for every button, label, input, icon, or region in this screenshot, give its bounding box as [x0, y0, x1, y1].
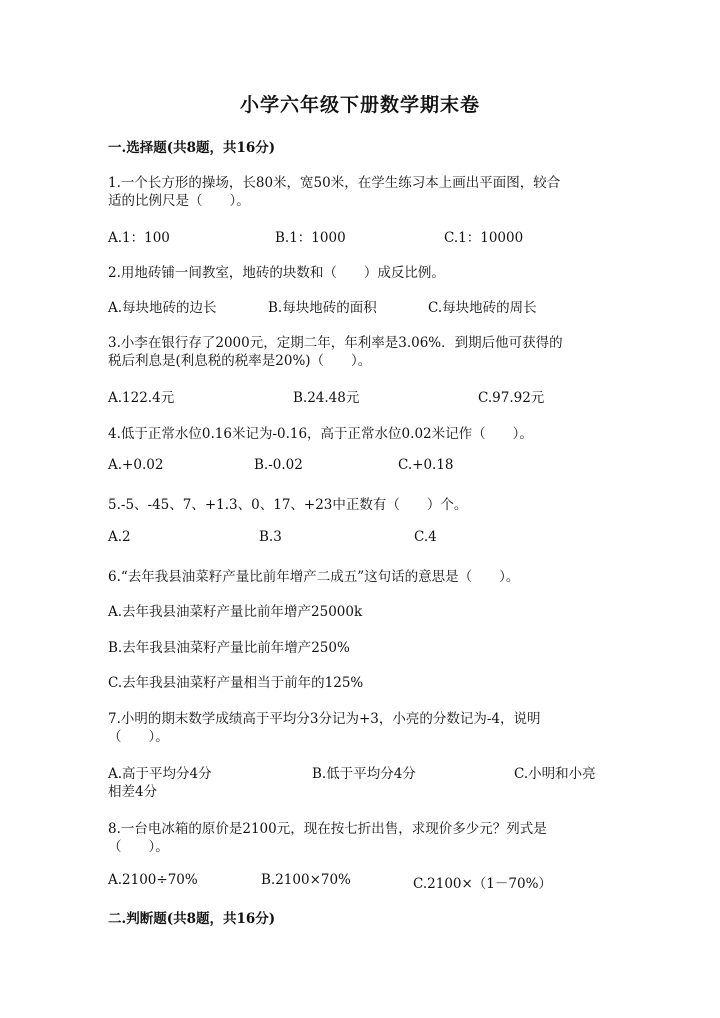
question-2-option-b: B.每块地砖的面积	[268, 300, 377, 316]
question-2-option-a: A.每块地砖的边长	[108, 300, 217, 316]
question-6-option-c: C.去年我县油菜籽产量相当于前年的125%	[108, 675, 364, 691]
question-1-option-a: A.1：100	[108, 230, 170, 246]
question-3-option-c: C.97.92元	[478, 390, 545, 406]
question-3-text-cont: 税后利息是(利息税的税率是20%)（ ）。	[108, 353, 372, 369]
question-8-option-b: B.2100×70%	[261, 872, 351, 888]
question-4-option-b: B.-0.02	[254, 457, 303, 473]
question-7-text: 7.小明的期末数学成绩高于平均分3分记为+3，小亮的分数记为-4，说明	[108, 711, 541, 727]
question-4-option-a: A.+0.02	[108, 457, 164, 473]
question-2-option-c: C.每块地砖的周长	[428, 300, 537, 316]
question-5-option-a: A.2	[108, 529, 131, 545]
question-6-option-a: A.去年我县油菜籽产量比前年增产25000k	[108, 604, 363, 620]
question-3-option-b: B.24.48元	[293, 390, 360, 406]
section-heading-choice: 一.选择题(共8题，共16分)	[108, 140, 276, 156]
question-7-option-b: B.低于平均分4分	[312, 766, 416, 782]
question-4-text: 4.低于正常水位0.16米记为-0.16，高于正常水位0.02米记作（ ）。	[108, 426, 533, 442]
question-7-option-a: A.高于平均分4分	[108, 766, 212, 782]
question-6-option-b: B.去年我县油菜籽产量比前年增产250%	[108, 640, 350, 656]
question-8-option-c: C.2100×（1－70%）	[413, 876, 552, 892]
page-title: 小学六年级下册数学期末卷	[239, 94, 480, 116]
question-1-option-b: B.1：1000	[275, 230, 346, 246]
question-5-option-b: B.3	[259, 529, 282, 545]
question-2-text: 2.用地砖铺一间教室，地砖的块数和（ ）成反比例。	[108, 265, 445, 281]
question-7-option-c: C.小明和小亮	[514, 766, 596, 782]
question-6-text: 6.“去年我县油菜籽产量比前年增产二成五”这句话的意思是（ ）。	[108, 569, 520, 585]
question-7-text-cont: （ ）。	[108, 729, 169, 745]
question-5-option-c: C.4	[414, 529, 437, 545]
question-8-option-a: A.2100÷70%	[108, 872, 198, 888]
question-1-text: 1.一个长方形的操场，长80米，宽50米，在学生练习本上画出平面图，较合	[108, 175, 561, 191]
question-1-option-c: C.1：10000	[444, 230, 524, 246]
section-heading-judgement: 二.判断题(共8题，共16分)	[108, 911, 276, 927]
question-5-text: 5.-5、-45、7、+1.3、0、17、+23中正数有（ ）个。	[108, 497, 468, 513]
question-7-option-c-cont: 相差4分	[108, 784, 158, 800]
question-3-text: 3.小李在银行存了2000元，定期二年，年利率是3.06%．到期后他可获得的	[108, 335, 563, 351]
question-1-text-cont: 适的比例尺是（ ）。	[108, 193, 250, 209]
question-3-option-a: A.122.4元	[108, 390, 175, 406]
question-8-text: 8.一台电冰箱的原价是2100元，现在按七折出售，求现价多少元？列式是	[108, 821, 547, 837]
question-8-text-cont: （ ）。	[108, 839, 169, 855]
question-4-option-c: C.+0.18	[398, 457, 454, 473]
